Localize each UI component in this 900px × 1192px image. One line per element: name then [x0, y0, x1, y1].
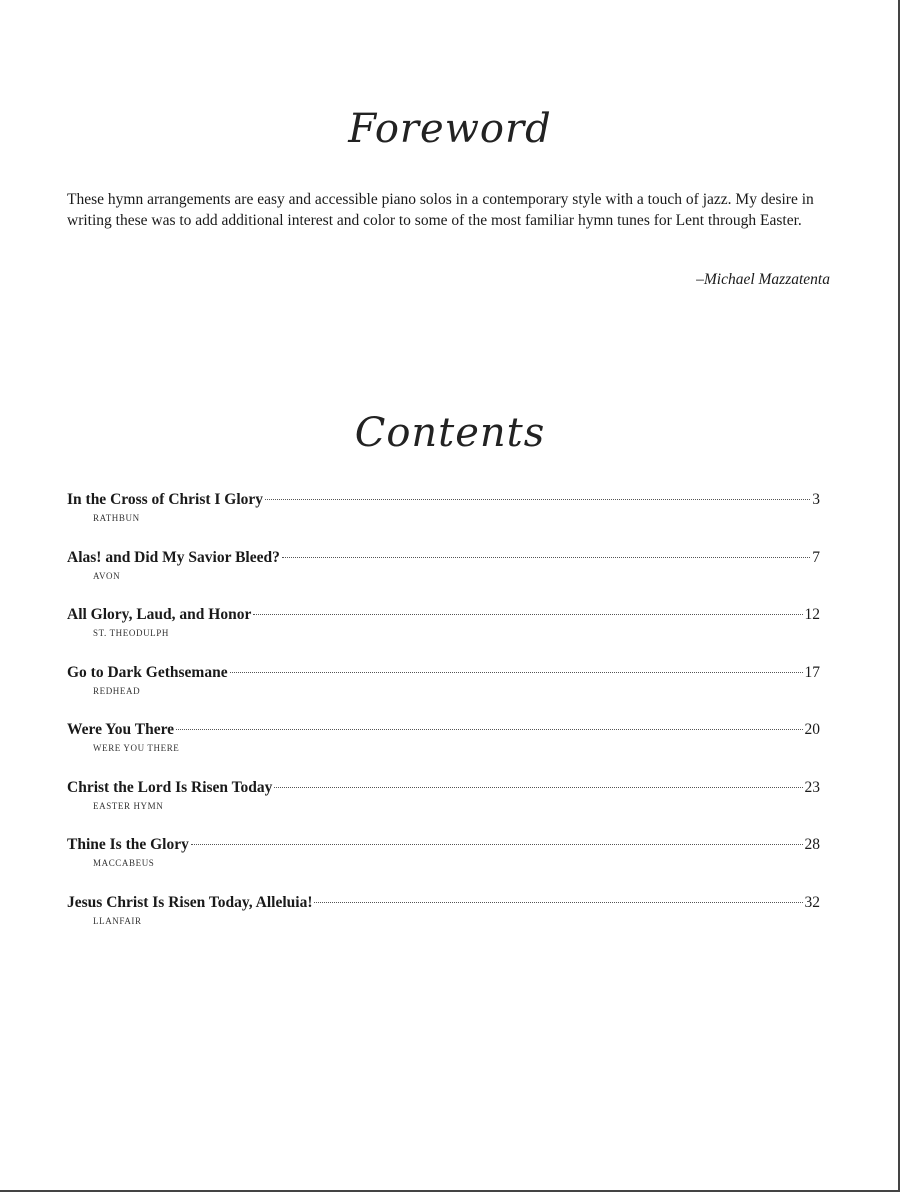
toc-entry: [67, 663, 820, 721]
toc-leader-dots: [282, 557, 810, 558]
toc-entry: [67, 548, 820, 606]
toc-page-number: 23: [804, 778, 820, 796]
toc-page-number: 7: [812, 548, 820, 566]
toc-line: [67, 893, 820, 913]
toc-title: In the Cross of Christ I Glory: [67, 491, 264, 508]
foreword-title: Foreword: [348, 106, 552, 152]
toc-leader-dots: [253, 614, 802, 615]
toc-page-number: 3: [812, 491, 820, 508]
toc-line: [67, 778, 820, 798]
toc-page-number: 20: [804, 721, 820, 738]
toc-line: [67, 720, 820, 740]
toc-tune-name: RATHBUN: [93, 513, 140, 523]
table-of-contents: [67, 490, 820, 950]
toc-entry: [67, 605, 820, 663]
toc-page-number: 32: [804, 893, 820, 911]
toc-leader-dots: [191, 844, 803, 845]
toc-title: Go to Dark Gethsemane: [67, 663, 228, 681]
toc-entry: [67, 720, 820, 778]
toc-leader-dots: [176, 729, 802, 730]
toc-leader-dots: [265, 499, 810, 500]
toc-tune-name: AVON: [93, 570, 121, 581]
toc-entry: [67, 835, 820, 893]
toc-page-number: 17: [804, 663, 820, 681]
toc-title: Thine Is the Glory: [67, 836, 189, 853]
toc-title: Christ the Lord Is Risen Today: [67, 778, 273, 796]
toc-line: [67, 835, 820, 855]
toc-entry: [67, 893, 820, 951]
toc-line: [67, 663, 820, 683]
toc-title: Alas! and Did My Savior Bleed?: [67, 548, 280, 566]
toc-page-number: 12: [804, 606, 820, 623]
toc-line: [67, 605, 820, 625]
foreword-signature: –Michael Mazzatenta: [696, 271, 830, 288]
toc-tune-name: ST. THEODULPH: [93, 628, 169, 638]
toc-leader-dots: [230, 672, 803, 673]
toc-tune-name: REDHEAD: [93, 685, 141, 696]
toc-entry: [67, 490, 820, 548]
foreword-body: These hymn arrangements are easy and accessible piano solos in a contemporary style with a touch of jazz. My desire in writing these was to add additional interest and color to some of the most familiar hymn tunes for Lent through Easter.: [67, 191, 814, 229]
toc-page-number: 28: [804, 836, 820, 853]
toc-entry: [67, 778, 820, 836]
toc-tune-name: LLANFAIR: [93, 915, 142, 926]
toc-title: All Glory, Laud, and Honor: [67, 606, 252, 623]
toc-tune-name: WERE YOU THERE: [93, 743, 180, 753]
toc-title: Jesus Christ Is Risen Today, Alleluia!: [67, 893, 313, 911]
toc-tune-name: EASTER HYMN: [93, 800, 164, 811]
toc-line: [67, 490, 820, 510]
toc-leader-dots: [314, 902, 802, 903]
contents-title: Contents: [354, 410, 546, 456]
toc-line: [67, 548, 820, 568]
toc-title: Were You There: [67, 721, 175, 738]
toc-tune-name: MACCABEUS: [93, 858, 155, 868]
toc-leader-dots: [274, 787, 802, 788]
